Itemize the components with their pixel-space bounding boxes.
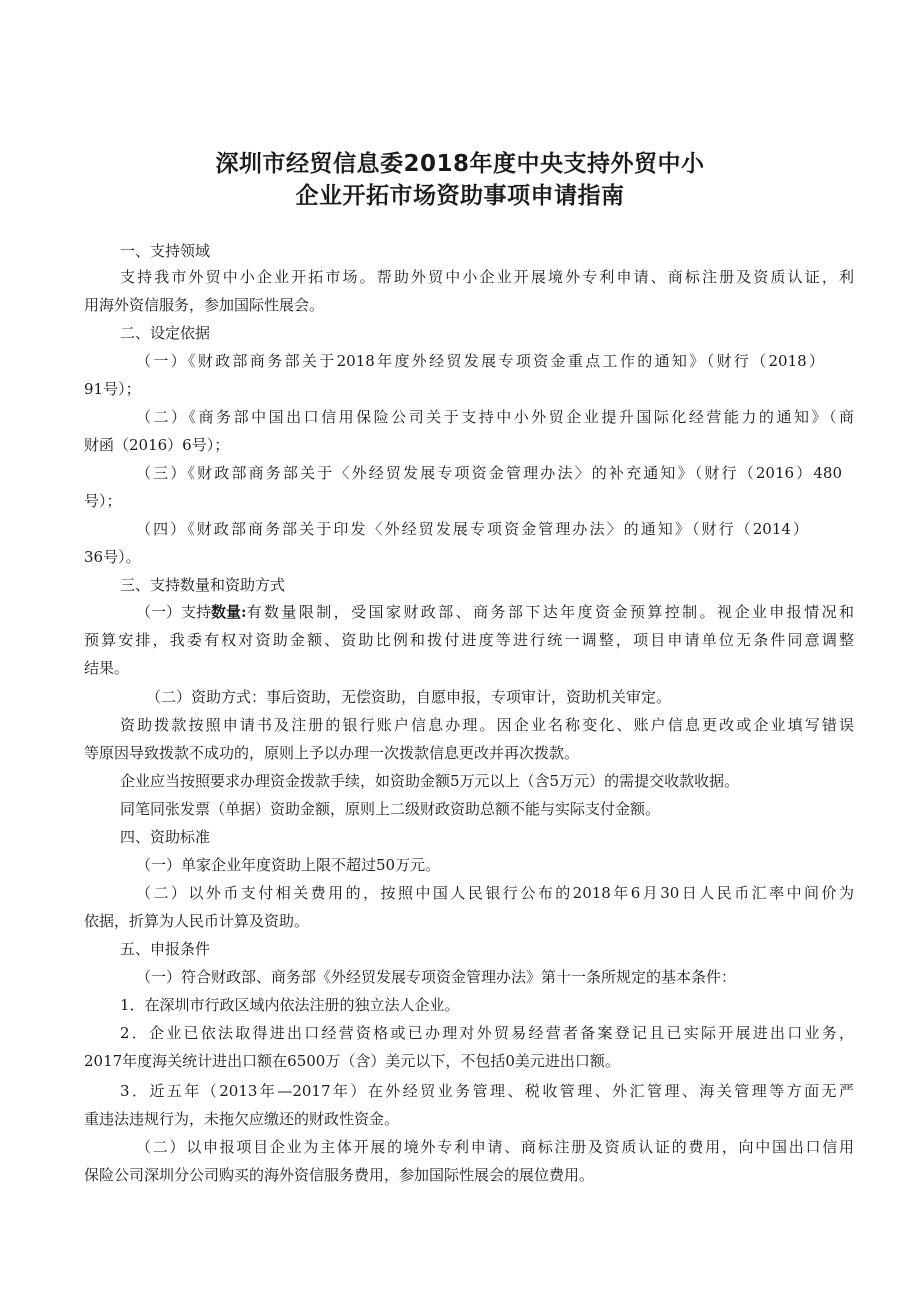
list-item: （二）《商务部中国出口信用保险公司关于支持中小外贸企业提升国际化经营能力的通知》（商 [136,408,854,426]
page-title-line-1: 深圳市经贸信息委2018年度中央支持外贸中小 [215,151,705,177]
list-item: （二）资助方式：事后资助，无偿资助，自愿申报，专项审计，资助机关审定。 [146,688,672,706]
list-item: （一）《财政部商务部关于2018年度外经贸发展专项资金重点工作的通知》（财行（2018） [136,352,824,370]
list-item: （四）《财政部商务部关于印发〈外经贸发展专项资金管理办法〉的通知》（财行（2014） [136,520,808,538]
text-span: （一）支持 [136,603,212,621]
condition-item: 3．近五年（2013年—2017年）在外经贸业务管理、税收管理、外汇管理、海关管理等方面无严 [120,1082,854,1100]
list-item: 91号）； [84,380,141,398]
list-item: 保险公司深圳分公司购买的海外资信服务费用，参加国际性展会的展位费用。 [84,1166,595,1184]
list-item: （一）单家企业年度资助上限不超过50万元。 [136,856,441,874]
paragraph-line: 资助拨款按照申请书及注册的银行账户信息办理。因企业名称变化、账户信息更改或企业填写错误 [120,716,854,734]
paragraph-line: 预算安排，我委有权对资助金额、资助比例和拨付进度等进行统一调整，项目申请单位无条件同意调整 [84,631,854,649]
condition-item: 2．企业已依法取得进出口经营资格或已办理对外贸易经营者备案登记且已实际开展进出口业务， [120,1024,854,1042]
section-heading-basis: 二、设定依据 [120,324,211,342]
paragraph-line: 支持我市外贸中小企业开拓市场。帮助外贸中小企业开展境外专利申请、商标注册及资质认证，利 [120,268,854,286]
list-item: （三）《财政部商务部关于〈外经贸发展专项资金管理办法〉的补充通知》（财行（2016）480 [136,464,842,482]
page-title-line-2: 企业开拓市场资助事项申请指南 [295,183,625,209]
paragraph-line: 企业应当按照要求办理资金拨款手续，如资助金额5万元以上（含5万元）的需提交收款收据。 [120,772,740,790]
condition-item: 重违法违规行为，未拖欠应缴还的财政性资金。 [84,1110,400,1128]
list-item: （二）以外币支付相关费用的，按照中国人民银行公布的2018年6月30日人民币汇率中间价为 [136,884,854,902]
list-item: 财函（2016）6号）； [84,436,230,454]
paragraph-line: 用海外资信服务，参加国际性展会。 [84,296,325,314]
paragraph-line: 结果。 [84,659,130,677]
list-item: 依据，折算为人民币计算及资助。 [84,912,310,930]
condition-item: 1．在深圳市行政区域内依法注册的独立法人企业。 [120,996,460,1014]
text-span: 有数量限制，受国家财政部、商务部下达年度资金预算控制。视企业申报情况和 [246,603,854,621]
section-heading-quantity-method: 三、支持数量和资助方式 [120,576,286,594]
condition-item: 2017年度海关统计进出口额在6500万（含）美元以下，不包括0美元进出口额。 [84,1052,620,1070]
bold-text: 数量: [211,603,247,621]
list-item: 36号）。 [84,548,141,566]
paragraph-line: 等原因导致拨款不成功的，原则上予以办理一次拨款信息更改并再次拨款。 [84,744,580,762]
section-heading-conditions: 五、申报条件 [120,940,211,958]
paragraph-line: 同笔同张发票（单据）资助金额，原则上二级财政资助总额不能与实际支付金额。 [120,800,661,818]
section-heading-standard: 四、资助标准 [120,828,211,846]
list-item: 号）； [84,492,122,510]
list-item: （二）以申报项目企业为主体开展的境外专利申请、商标注册及资质认证的费用，向中国出口信用 [136,1138,854,1156]
list-item: （一）符合财政部、商务部《外经贸发展专项资金管理办法》第十一条所规定的基本条件： [136,968,737,986]
paragraph-line [136,601,854,623]
section-heading-support-field: 一、支持领域 [120,242,211,260]
